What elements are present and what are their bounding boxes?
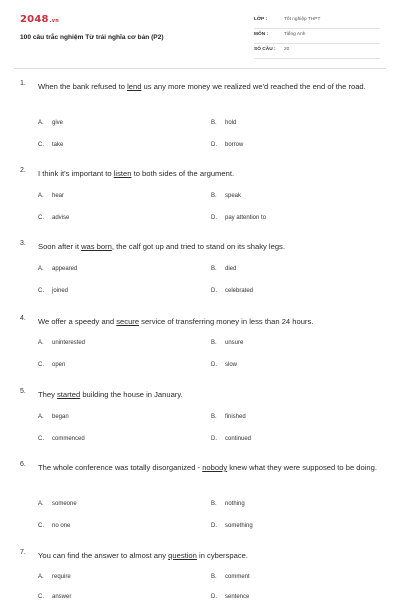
option-text: speak — [225, 193, 242, 199]
question-text — [38, 549, 386, 563]
option-letter: C. — [38, 436, 44, 442]
option-text: answer — [52, 594, 72, 600]
option-text: continued — [225, 436, 252, 442]
option-c[interactable] — [38, 142, 63, 148]
option-text: uninterested — [52, 340, 86, 346]
question-number: 6. — [20, 461, 26, 468]
question-text-part: You can find the answer to almost any — [38, 551, 169, 560]
option-d[interactable] — [211, 594, 249, 600]
option-letter: A. — [38, 266, 44, 272]
option-letter: D. — [211, 142, 217, 148]
option-d[interactable] — [211, 523, 253, 529]
option-text: require — [52, 574, 71, 580]
question-text — [38, 167, 386, 181]
question-text — [38, 388, 386, 402]
option-letter: C. — [38, 523, 44, 529]
site-logo[interactable] — [20, 14, 59, 25]
meta-row-class — [254, 14, 380, 29]
option-letter: A. — [38, 414, 44, 420]
option-letter: B. — [211, 340, 217, 346]
option-letter: A. — [38, 501, 44, 507]
question-text-part: us any more money we realized we'd reached the end of the road. — [141, 82, 366, 91]
option-d[interactable] — [211, 142, 243, 148]
header-divider — [14, 68, 386, 69]
option-a[interactable] — [38, 120, 63, 126]
logo-suffix: .vn — [49, 18, 59, 24]
option-letter: B. — [211, 266, 217, 272]
option-letter: A. — [38, 574, 44, 580]
option-letter: D. — [211, 523, 217, 529]
question-text-part: When the bank refused to — [38, 82, 128, 91]
option-letter: B. — [211, 574, 217, 580]
option-d[interactable] — [211, 215, 266, 221]
option-c[interactable] — [38, 362, 65, 368]
option-letter: A. — [38, 340, 44, 346]
option-text: borrow — [225, 142, 244, 148]
question-number: 7. — [20, 549, 26, 556]
option-a[interactable] — [38, 340, 85, 346]
question-text-part: , the calf got up and tried to stand on its shaky legs. — [111, 242, 285, 251]
question-text-part: to both sides of the argument. — [131, 169, 235, 178]
underlined-word: secure — [116, 317, 140, 326]
option-text: sentence — [225, 594, 250, 600]
underlined-word: question — [168, 551, 197, 560]
meta-row-count — [254, 44, 380, 59]
option-letter: D. — [211, 362, 217, 368]
option-a[interactable] — [38, 266, 77, 272]
meta-table — [254, 14, 380, 59]
question-text — [38, 461, 386, 475]
option-a[interactable] — [38, 193, 64, 199]
logo-text: 2048 — [20, 14, 49, 25]
question-text-part: Soon after it — [38, 242, 82, 251]
option-b[interactable] — [211, 574, 250, 580]
question-number: 3. — [20, 240, 26, 247]
option-c[interactable] — [38, 215, 69, 221]
option-b[interactable] — [211, 414, 246, 420]
document-header — [0, 0, 400, 66]
underlined-word: nobody — [202, 463, 228, 472]
question-text-part: We offer a speedy and — [38, 317, 117, 326]
meta-row-subject — [254, 29, 380, 44]
option-c[interactable] — [38, 436, 85, 442]
option-text: began — [52, 414, 69, 420]
option-text: commenced — [52, 436, 85, 442]
underlined-word: was born — [81, 242, 112, 251]
option-c[interactable] — [38, 288, 68, 294]
question-text-part: in cyberspace. — [196, 551, 248, 560]
option-letter: B. — [211, 501, 217, 507]
meta-value: 20 — [284, 47, 290, 52]
underlined-word: lend — [127, 82, 142, 91]
option-letter: B. — [211, 414, 217, 420]
option-letter: B. — [211, 120, 217, 126]
option-text: unsure — [225, 340, 244, 346]
option-d[interactable] — [211, 288, 253, 294]
option-b[interactable] — [211, 340, 243, 346]
option-text: appeared — [52, 266, 78, 272]
option-text: give — [52, 120, 64, 126]
option-letter: C. — [38, 215, 44, 221]
option-b[interactable] — [211, 501, 245, 507]
question-text-part: knew what they were supposed to be doing. — [227, 463, 377, 472]
option-b[interactable] — [211, 266, 236, 272]
option-letter: D. — [211, 594, 217, 600]
option-a[interactable] — [38, 574, 71, 580]
question-text-part: service of transferring money in less than 24 hours. — [139, 317, 314, 326]
option-text: finished — [225, 414, 246, 420]
meta-label: SỐ CÂU : — [254, 47, 276, 52]
question-number: 5. — [20, 388, 26, 395]
option-letter: A. — [38, 120, 44, 126]
option-text: take — [52, 142, 64, 148]
meta-label: LỚP : — [254, 17, 268, 22]
question-number: 4. — [20, 315, 26, 322]
option-text: slow — [225, 362, 238, 368]
question-text — [38, 240, 386, 254]
option-letter: C. — [38, 288, 44, 294]
option-text: pay attention to — [225, 215, 267, 221]
meta-label: MÔN : — [254, 32, 269, 37]
option-b[interactable] — [211, 120, 236, 126]
option-letter: D. — [211, 436, 217, 442]
option-text: died — [225, 266, 237, 272]
option-letter: D. — [211, 288, 217, 294]
option-a[interactable] — [38, 414, 69, 420]
option-d[interactable] — [211, 362, 237, 368]
question-text — [38, 80, 386, 94]
option-text: celebrated — [225, 288, 254, 294]
underlined-word: listen — [113, 169, 132, 178]
option-text: open — [52, 362, 66, 368]
question-text-part: The whole conference was totally disorganized - — [38, 463, 203, 472]
option-c[interactable] — [38, 523, 70, 529]
option-letter: A. — [38, 193, 44, 199]
option-text: someone — [52, 501, 77, 507]
option-letter: C. — [38, 594, 44, 600]
option-text: comment — [225, 574, 250, 580]
option-b[interactable] — [211, 193, 241, 199]
option-a[interactable] — [38, 501, 77, 507]
option-letter: C. — [38, 362, 44, 368]
question-text-part: I think it's important to — [38, 169, 114, 178]
question-text-part: building the house in January. — [80, 390, 183, 399]
option-text: advise — [52, 215, 70, 221]
option-text: hear — [52, 193, 65, 199]
option-text: nothing — [225, 501, 245, 507]
option-text: something — [225, 523, 253, 529]
meta-value: Tốt nghiệp THPT — [284, 17, 321, 22]
document-title: 100 câu trắc nghiệm Từ trái nghĩa cơ bản (P2) — [20, 34, 164, 41]
question-number: 1. — [20, 80, 26, 87]
option-d[interactable] — [211, 436, 251, 442]
option-letter: C. — [38, 142, 44, 148]
question-text — [38, 315, 386, 329]
meta-value: Tiếng Anh — [284, 32, 306, 37]
option-letter: D. — [211, 215, 217, 221]
option-text: joined — [52, 288, 69, 294]
option-text: hold — [225, 120, 237, 126]
underlined-word: started — [57, 390, 81, 399]
question-text-part: They — [38, 390, 57, 399]
option-c[interactable] — [38, 594, 71, 600]
question-number: 2. — [20, 167, 26, 174]
option-text: no one — [52, 523, 71, 529]
option-letter: B. — [211, 193, 217, 199]
